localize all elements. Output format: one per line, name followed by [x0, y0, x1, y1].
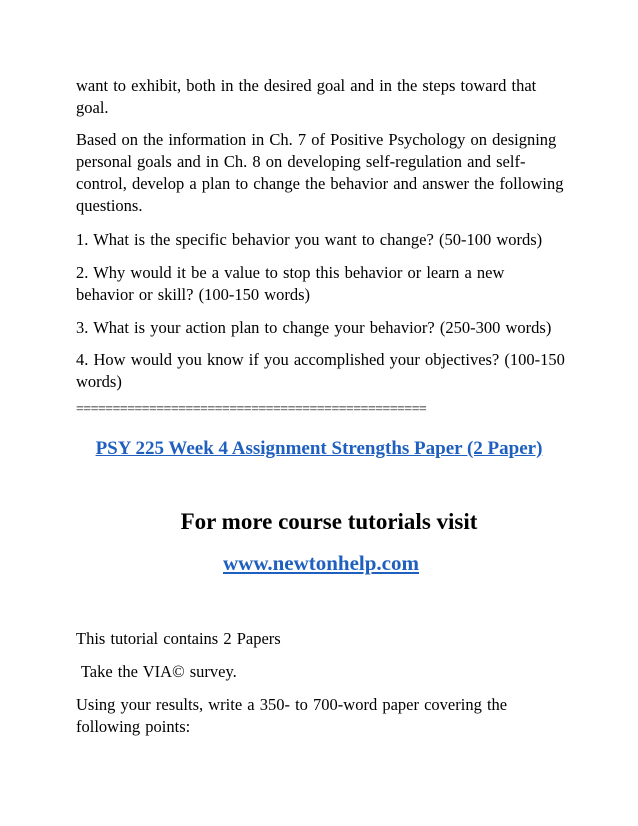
question-1: 1. What is the specific behavior you want to change? (50-100 words) [76, 230, 543, 249]
intro-paragraph: want to exhibit, both in the desired goal and in the steps toward that goal. [76, 76, 537, 117]
assignment-title-link[interactable]: PSY 225 Week 4 Assignment Strengths Paper (2 Paper) [95, 438, 543, 459]
separator-line: ================================================ [76, 402, 427, 417]
visit-heading: For more course tutorials visit [180, 509, 478, 534]
website-link[interactable]: www.newtonhelp.com [222, 551, 419, 575]
question-3: 3. What is your action plan to change your behavior? (250-300 words) [76, 318, 552, 337]
paper-instructions: Using your results, write a 350- to 700-word paper covering the following points: [76, 695, 508, 736]
tutorial-note: This tutorial contains 2 Papers [76, 629, 281, 648]
question-4: 4. How would you know if you accomplished your objectives? (100-150 words) [76, 350, 565, 391]
survey-line: Take the VIA© survey. [76, 662, 237, 681]
question-2: 2. Why would it be a value to stop this behavior or learn a new behavior or skill? (100-150 words) [76, 263, 505, 304]
instructions-paragraph: Based on the information in Ch. 7 of Positive Psychology on designing personal goals and in Ch. 8 on developing self-regulation and self-control, develop a plan to change the behavior and answer the following questions. [76, 130, 564, 215]
